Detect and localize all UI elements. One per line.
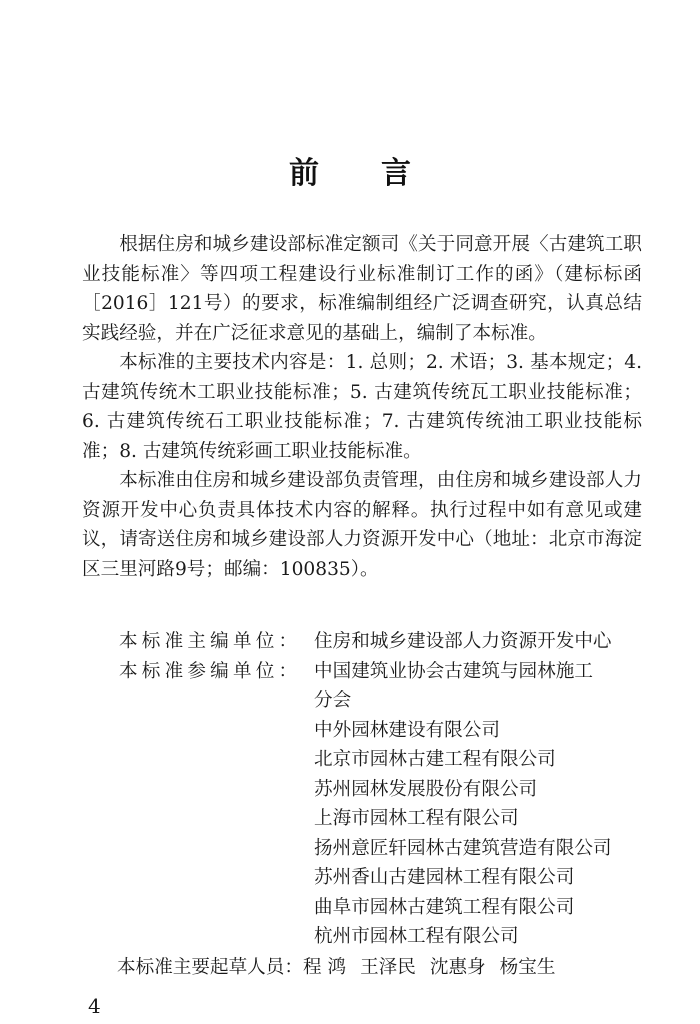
paragraph-1: 根据住房和城乡建设部标准定额司《关于同意开展〈古建筑工职业技能标准〉等四项工程建设行业标准制订工作的函》（建标标函［2016］121号）的要求，标准编制组经广泛调查研究，认真总结实践经验，并在广泛征求意见的基础上，编制了本标准。 bbox=[82, 234, 642, 344]
page-title bbox=[0, 148, 700, 192]
list-item: 上海市园林工程有限公司 bbox=[314, 808, 519, 829]
participating-first-unit-cont: 分会 bbox=[314, 690, 352, 711]
participating-label: 本标准参编单位： bbox=[119, 660, 302, 682]
list-item: 扬州意匠轩园林古建筑营造有限公司 bbox=[314, 837, 612, 859]
page-number: 4 bbox=[88, 994, 101, 1018]
paragraph-2: 本标准的主要技术内容是：1. 总则；2. 术语；3. 基本规定；4. 古建筑传统木工职业技能标准；5. 古建筑传统瓦工职业技能标准；6. 古建筑传统石工职业技能标准；7. 古建筑传统油工职业技能标准；8. 古建筑传统彩画工职业技能标准。 bbox=[82, 352, 642, 462]
drafter-name: 杨宝生 bbox=[499, 957, 556, 978]
chief-editor-label: 本标准主编单位： bbox=[119, 631, 302, 652]
participating-first-unit: 中国建筑业协会古建筑与园林施工 bbox=[314, 660, 593, 682]
drafter-name: 程 鸿 bbox=[302, 957, 347, 978]
title-char-1: 前 bbox=[289, 156, 319, 191]
drafters-line bbox=[117, 953, 569, 983]
participating-list bbox=[314, 657, 662, 952]
list-item: 曲阜市园林古建筑工程有限公司 bbox=[314, 896, 575, 918]
list-item: 苏州香山古建园林工程有限公司 bbox=[314, 867, 575, 888]
list-item: 杭州市园林工程有限公司 bbox=[314, 926, 519, 947]
title-char-2: 言 bbox=[381, 156, 411, 191]
participating-row bbox=[82, 657, 662, 952]
drafters-label: 本标准主要起草人员： bbox=[117, 957, 303, 978]
drafter-name: 王泽民 bbox=[360, 957, 416, 978]
participating-units bbox=[314, 716, 662, 952]
chief-editor-row bbox=[82, 627, 662, 657]
list-item: 中外园林建设有限公司 bbox=[314, 719, 500, 741]
list-item: 北京市园林古建工程有限公司 bbox=[314, 749, 556, 770]
preface-body bbox=[82, 230, 642, 584]
drafter-name: 沈惠身 bbox=[429, 957, 486, 978]
paragraph-3: 本标准由住房和城乡建设部负责管理，由住房和城乡建设部人力资源开发中心负责具体技术内容的解释。执行过程中如有意见或建议，请寄送住房和城乡建设部人力资源开发中心（地址：北京市海淀区三里河路9号；邮编：100835）。 bbox=[82, 470, 642, 580]
chief-editor-value: 住房和城乡建设部人力资源开发中心 bbox=[314, 631, 612, 652]
list-item: 苏州园林发展股份有限公司 bbox=[314, 778, 538, 800]
editorial-units bbox=[82, 627, 662, 952]
